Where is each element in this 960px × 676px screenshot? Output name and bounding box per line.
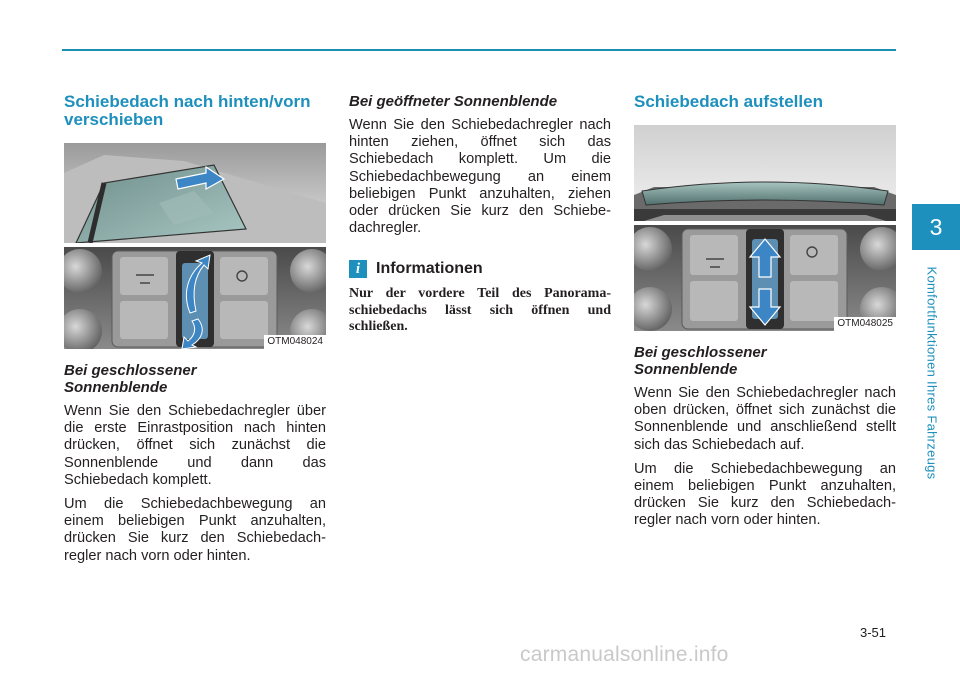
paragraph: Um die Schiebedachbewegung an einem beliebigen Punkt anzuhalten, drücken Sie kurz den Schiebedach-regler nach vorn oder hinten. [634,460,896,529]
section-title-tilt: Schiebedach aufstellen [634,92,823,111]
info-header [349,260,611,278]
subheading-closed-shade: Bei geschlossener Sonnenblende [634,344,767,378]
info-title: Informationen [376,260,483,278]
paragraph: Um die Schiebedachbewegung an einem beliebigen Punkt anzuhalten, drücken Sie kurz den Schiebedach-regler nach vorn oder hinten. [64,496,326,564]
page-number: 3-51 [860,625,887,640]
paragraph: Wenn Sie den Schiebedachregler über die erste Einrastposition nach hinten drücken, öffnet sich zunächst die Sonnenblende und dann das Schiebedach komplett. [64,403,326,488]
figure-code: OTM048025 [834,317,896,331]
chapter-label-text: Komfortfunktionen Ihres Fahrzeugs [924,266,940,480]
info-text: Nur der vordere Teil des Panorama-schiebedachs lässt sich öffnen und schließen. [349,286,611,335]
sunroof-tilt-illustration [634,125,896,331]
figure-sunroof-slide [64,143,326,349]
subheading-closed-shade: Bei geschlossener Sonnenblende [64,362,197,396]
figure-divider [64,243,326,247]
subheading-open-shade: Bei geöffneter Sonnenblende [349,93,558,110]
watermark: carmanualsonline.info [520,643,729,666]
chapter-tab: 3 [912,204,960,250]
header-rule [62,49,896,51]
chapter-label [923,256,941,490]
middle-column [349,93,611,336]
figure-sunroof-tilt [634,125,896,331]
info-icon: i [349,260,367,278]
paragraph: Wenn Sie den Schiebedachregler nach hinten ziehen, öffnet sich das Schiebedach komplett. Um die Schiebedachbewegung an einem beliebigen Punkt anzuhalten, ziehen oder drücken Sie kurz den Schiebe-dachregler. [349,117,611,237]
section-title-slide: Schiebedach nach hinten/vorn verschieben [64,92,311,129]
paragraph: Wenn Sie den Schiebedachregler nach oben drücken, öffnet sich zunächst die Sonnenblende und anschließend stellt sich das Schiebedach auf. [634,385,896,453]
figure-code: OTM048024 [264,335,326,349]
figure-divider [634,221,896,225]
right-column [634,93,896,530]
left-column [64,93,326,565]
